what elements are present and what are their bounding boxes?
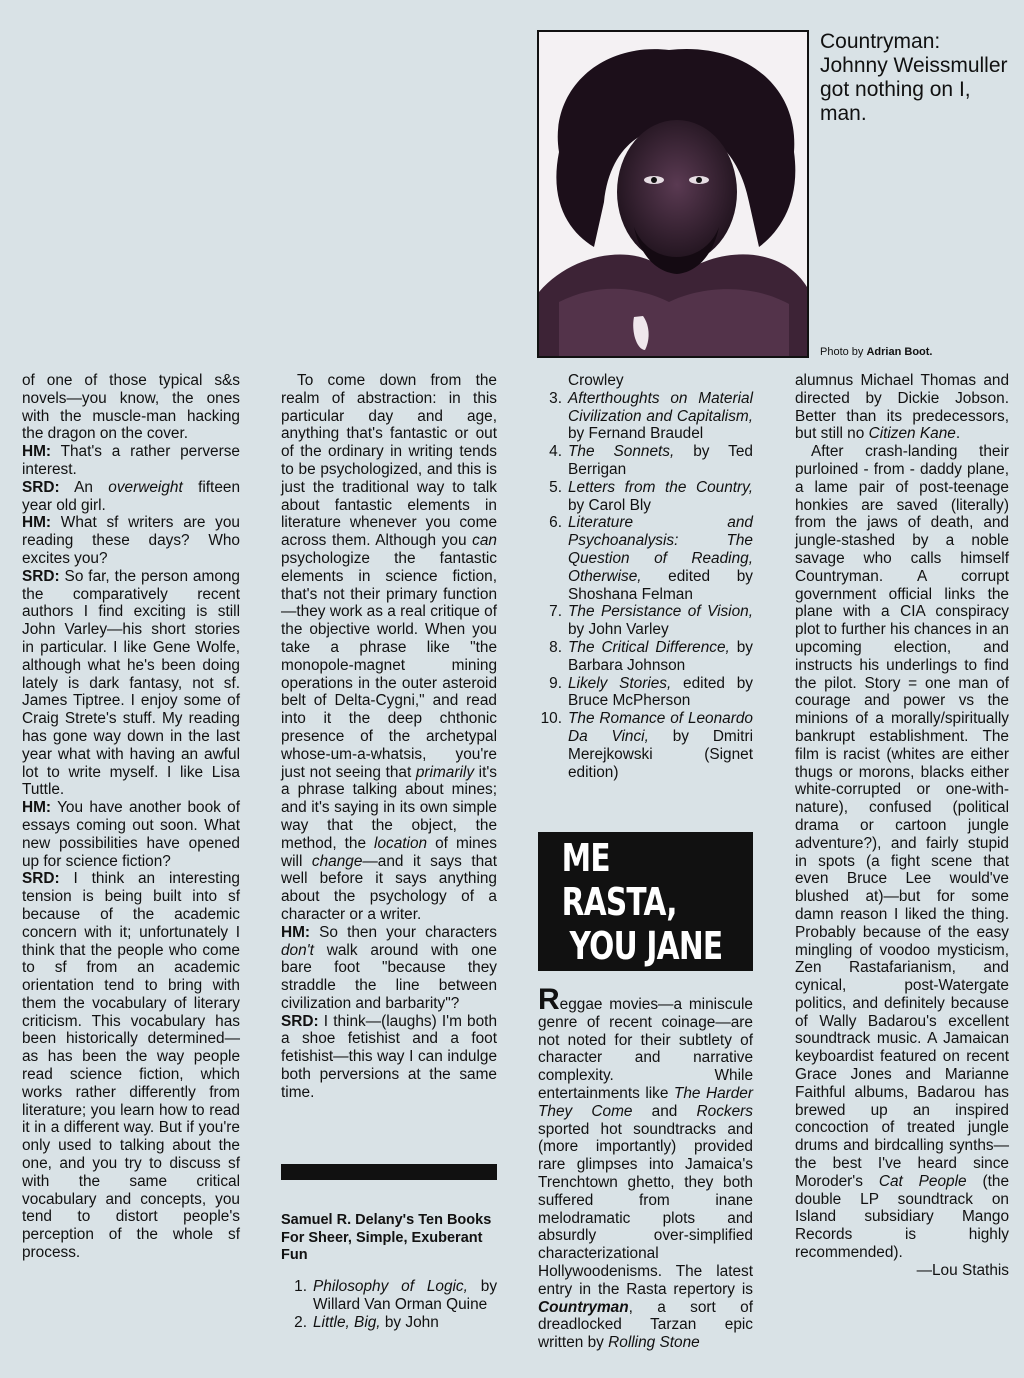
- book-title: Literature and Psychoanalysis: The Question of Reading, Otherwise,: [568, 514, 753, 585]
- review-text: sported hot soundtracks and (more importantly) provided rare glimpses into Jamaica's Trenchtown ghetto, they both suffered from inane melodramatic plots and absurdly over-simplified characterizational Hollywoodenisms. The latest entry in the Rasta repertory is: [538, 1120, 753, 1298]
- interview-text: fifteen year old girl.: [22, 478, 241, 514]
- review-paragraph: [538, 983, 753, 1352]
- interview-paragraph: [22, 799, 240, 870]
- emphasis: Cat People: [878, 1172, 967, 1190]
- column-2: [281, 372, 497, 1102]
- interview-paragraph: [22, 479, 240, 515]
- review-paragraph: [795, 372, 1009, 443]
- book-entry: [568, 443, 753, 479]
- book-title: Letters from the Country,: [568, 478, 753, 496]
- book-title: The Persistance of Vision,: [568, 603, 753, 621]
- interview-paragraph: of one of those typical s&s novels—you know, the ones with the muscle-man hacking the dragon on the cover.: [22, 372, 240, 443]
- speaker-srd: SRD:: [22, 478, 60, 496]
- emphasis: don't: [281, 941, 314, 959]
- speaker-hm: HM:: [22, 799, 52, 817]
- book-title: Afterthoughts on Material Civilization and Capitalism,: [568, 389, 753, 425]
- book-author: by Carol Bly: [568, 496, 651, 514]
- book-entry: [568, 479, 753, 515]
- book-item: [538, 443, 753, 479]
- portrait-illustration: [539, 32, 807, 356]
- review-text: (the double LP soundtrack on Island subsidiary Mango Records is highly recommended).: [795, 1172, 1009, 1262]
- review-text: , a sort of dreadlocked Tarzan epic written by: [538, 1298, 753, 1352]
- book-number: 7.: [549, 603, 562, 621]
- book-title: Philosophy of Logic,: [313, 1278, 468, 1295]
- book-entry: [313, 1314, 497, 1332]
- speaker-srd: SRD:: [281, 1012, 319, 1030]
- emphasis: primarily: [415, 763, 475, 781]
- books-list-title: Samuel R. Delany's Ten Books For Sheer, Simple, Exuberant Fun: [281, 1212, 492, 1264]
- interview-text: So then your characters: [310, 923, 497, 941]
- review-headline-line-1: ME RASTA,: [561, 835, 677, 924]
- review-text: .: [955, 425, 961, 443]
- book-number: 10.: [540, 710, 562, 728]
- review-text: After crash-landing their purloined - from - daddy plane, a lame pair of post-teenage honkies are saved (literally) from the jaws of death, and jungle-stashed by a noble savage who calls himself Countryman. A corrupt government official links the plane with a CIA conspiracy plot to further his chances in an upcoming election, and instructs his underlings to find the pilot. Story = one man of courage and power vs the minions of a morally/spiritually bankrupt establishment. The film is racist (whites are either thugs or morons, blacks either white-corrupted or one-with-nature), confused (political drama or cartoon jungle adventure?), and fairly stupid in spots (a fight scene that even Bruce Lee would've blushed at)—but for some damn reason I liked the thing. Probably because of the easy mingling of voodoo mysticism, Zen Rastafarianism, and cynical, post-Watergate politics, and definitely because of Wally Badarou's excellent soundtrack music. A Jamaican keyboardist featured on recent Grace Jones and Marianne Faithful albums, Badarou has brewed up an inspired concoction of treated jungle drums and birdcalling synths—the best I've heard since Moroder's: [795, 443, 1009, 1190]
- book-number: 9.: [549, 674, 562, 692]
- book-item: [538, 639, 753, 675]
- interview-paragraph: [22, 568, 240, 799]
- emphasis: overweight: [108, 478, 183, 496]
- book-number: 3.: [549, 389, 562, 407]
- book-author: Crowley: [568, 372, 624, 389]
- book-item: [538, 372, 753, 390]
- interview-paragraph: [22, 443, 240, 479]
- interview-paragraph: [22, 870, 240, 1262]
- book-entry: [568, 372, 753, 390]
- review-text: eggae movies—a miniscule genre of recent coinage—are not noted for their subtlety of character and narrative complexity. While entertainments like: [538, 996, 753, 1102]
- book-title: The Critical Difference,: [568, 638, 730, 656]
- books-list-part-2: [538, 372, 753, 781]
- book-entry: [568, 603, 753, 639]
- book-number: 1.: [294, 1278, 307, 1295]
- photo-credit: [820, 346, 932, 358]
- book-item: [538, 603, 753, 639]
- speaker-hm: HM:: [281, 923, 311, 941]
- emphasis: Rockers: [696, 1102, 753, 1120]
- book-number: 4.: [549, 443, 562, 461]
- book-item: [538, 479, 753, 515]
- book-title: The Romance of Leonardo Da Vinci,: [568, 710, 753, 745]
- book-author: edited by Bruce McPherson: [568, 674, 753, 710]
- column-4: [795, 372, 1009, 1280]
- book-entry: [568, 514, 753, 603]
- speaker-srd: SRD:: [22, 870, 60, 888]
- section-divider-bar: [281, 1164, 497, 1180]
- book-item: [538, 514, 753, 603]
- interview-text: You have another book of essays coming out soon. What new possibilities have opened up for science fiction?: [22, 799, 240, 870]
- review-column-start: [538, 983, 753, 1352]
- review-signature: —Lou Stathis: [916, 1261, 1009, 1279]
- interview-text: psychologize the fantastic elements in science fiction, that's not their primary function—they work as a real critique of the objective world. When you take a phrase like "the monopole-magnet mining operations in the outer asteroid belt of Delta-Cygni," and read into it the deep chthonic presence of the archetypal whose-um-a-whatsis, you're just not seeing that: [281, 549, 497, 781]
- interview-text: —and it says that well before it says anything about the psychology of a character or a writer.: [281, 852, 497, 923]
- review-headline-line-2: YOU JANE: [569, 923, 722, 968]
- book-title: The Sonnets,: [568, 443, 675, 461]
- book-author: by Willard Van Orman Quine: [313, 1278, 498, 1313]
- book-title: Likely Stories,: [568, 674, 672, 692]
- book-author: by John: [380, 1313, 439, 1331]
- photo-caption: Countryman: Johnny Weissmuller got nothing on I, man.: [820, 30, 1008, 125]
- speaker-srd: SRD:: [22, 567, 60, 585]
- review-text: alumnus Michael Thomas and directed by Dickie Jobson. Better than its predecessors, but still no: [795, 372, 1009, 443]
- film-title: Countryman: [538, 1298, 629, 1316]
- drop-cap: R: [538, 983, 560, 1016]
- emphasis: location: [374, 834, 428, 852]
- interview-paragraph: [22, 514, 240, 567]
- emphasis: Rolling Stone: [608, 1334, 700, 1352]
- column-3: [538, 372, 753, 781]
- interview-text: I think—(laughs) I'm both a shoe fetishist and a foot fetishist—this way I can indulge both perversions at the same time.: [281, 1012, 497, 1101]
- book-item: [538, 390, 753, 443]
- interview-paragraph: [281, 372, 497, 924]
- credit-name: Adrian Boot.: [866, 346, 933, 358]
- book-entry: [313, 1278, 497, 1314]
- book-entry: [568, 710, 753, 781]
- book-author: by Dmitri Merejkowski (Signet edition): [568, 727, 753, 781]
- interview-paragraph: [281, 924, 497, 1013]
- emphasis: The Harder They Come: [538, 1084, 753, 1120]
- countryman-photo: [537, 30, 809, 358]
- book-item: [281, 1278, 497, 1314]
- column-1: [22, 372, 240, 1262]
- review-paragraph: [795, 443, 1009, 1262]
- interview-text: it's a phrase talking about mines; and it's saying in its own simple way that the object, the method, the: [281, 763, 497, 852]
- credit-prefix: Photo by: [820, 346, 867, 358]
- book-number: [538, 372, 568, 390]
- book-item: [538, 675, 753, 711]
- book-number: 6.: [549, 514, 562, 532]
- book-author: by Barbara Johnson: [568, 638, 754, 674]
- interview-text: of mines will: [281, 834, 497, 870]
- book-entry: [568, 639, 753, 675]
- review-text: and: [632, 1102, 697, 1120]
- book-number: 8.: [549, 638, 562, 656]
- interview-text: An: [59, 478, 109, 496]
- review-headline-box: [538, 832, 753, 971]
- interview-text: I think an interesting tension is being built into sf because of the academic concern with it; unfortunately I think that the people who come to sf from an academic orientation tend to bring with them the vocabulary of literary criticism. This vocabulary has been historically determined—as has been the way people read science fiction, which works rather differently from literature; you learn how to read it in a different way. But if you're only used to talking about the one, and you try to discuss sf with the same critical vocabulary and concepts, you tend to distort people's perception of the whole sf process.: [22, 870, 240, 1262]
- interview-text: To come down from the realm of abstraction: in this particular day and age, anything that's fantastic or out of the ordinary in writing tends to be psychologized, and this is just the traditional way to talk about fantastic elements in literature whenever you come across them. Although you: [281, 372, 497, 550]
- book-item: [538, 710, 753, 781]
- emphasis: change: [311, 852, 363, 870]
- books-list-part-1: [281, 1278, 497, 1331]
- book-item: [281, 1314, 497, 1332]
- interview-text: walk around with one bare foot "because they straddle the line between civilization and barbarity"?: [281, 941, 497, 1012]
- book-author: edited by Shoshana Felman: [568, 567, 753, 603]
- book-number: 2.: [294, 1313, 307, 1331]
- speaker-hm: HM:: [22, 514, 52, 532]
- book-author: by Fernand Braudel: [568, 425, 704, 443]
- book-author: by Ted Berrigan: [568, 443, 753, 478]
- interview-text: That's a rather perverse interest.: [22, 443, 240, 478]
- interview-text: What sf writers are you reading these days? Who excites you?: [22, 514, 240, 567]
- book-entry: [568, 390, 753, 443]
- emphasis: can: [472, 532, 497, 550]
- book-number: 5.: [549, 478, 562, 496]
- book-entry: [568, 675, 753, 711]
- emphasis: Citizen Kane: [868, 425, 956, 443]
- interview-text: So far, the person among the comparatively recent authors I find exciting is still John Varley—his short stories in particular. I like Gene Wolfe, although what he's been doing lately is dark fantasy, not sf. James Tiptree. I enjoy some of Craig Strete's stuff. My reading has gone way down in the last year what with having an awful lot to write myself. I like Lisa Tuttle.: [22, 567, 240, 799]
- interview-paragraph: [281, 1013, 497, 1102]
- book-author: by John Varley: [568, 621, 669, 639]
- speaker-hm: HM:: [22, 443, 52, 461]
- book-title: Little, Big,: [313, 1313, 381, 1331]
